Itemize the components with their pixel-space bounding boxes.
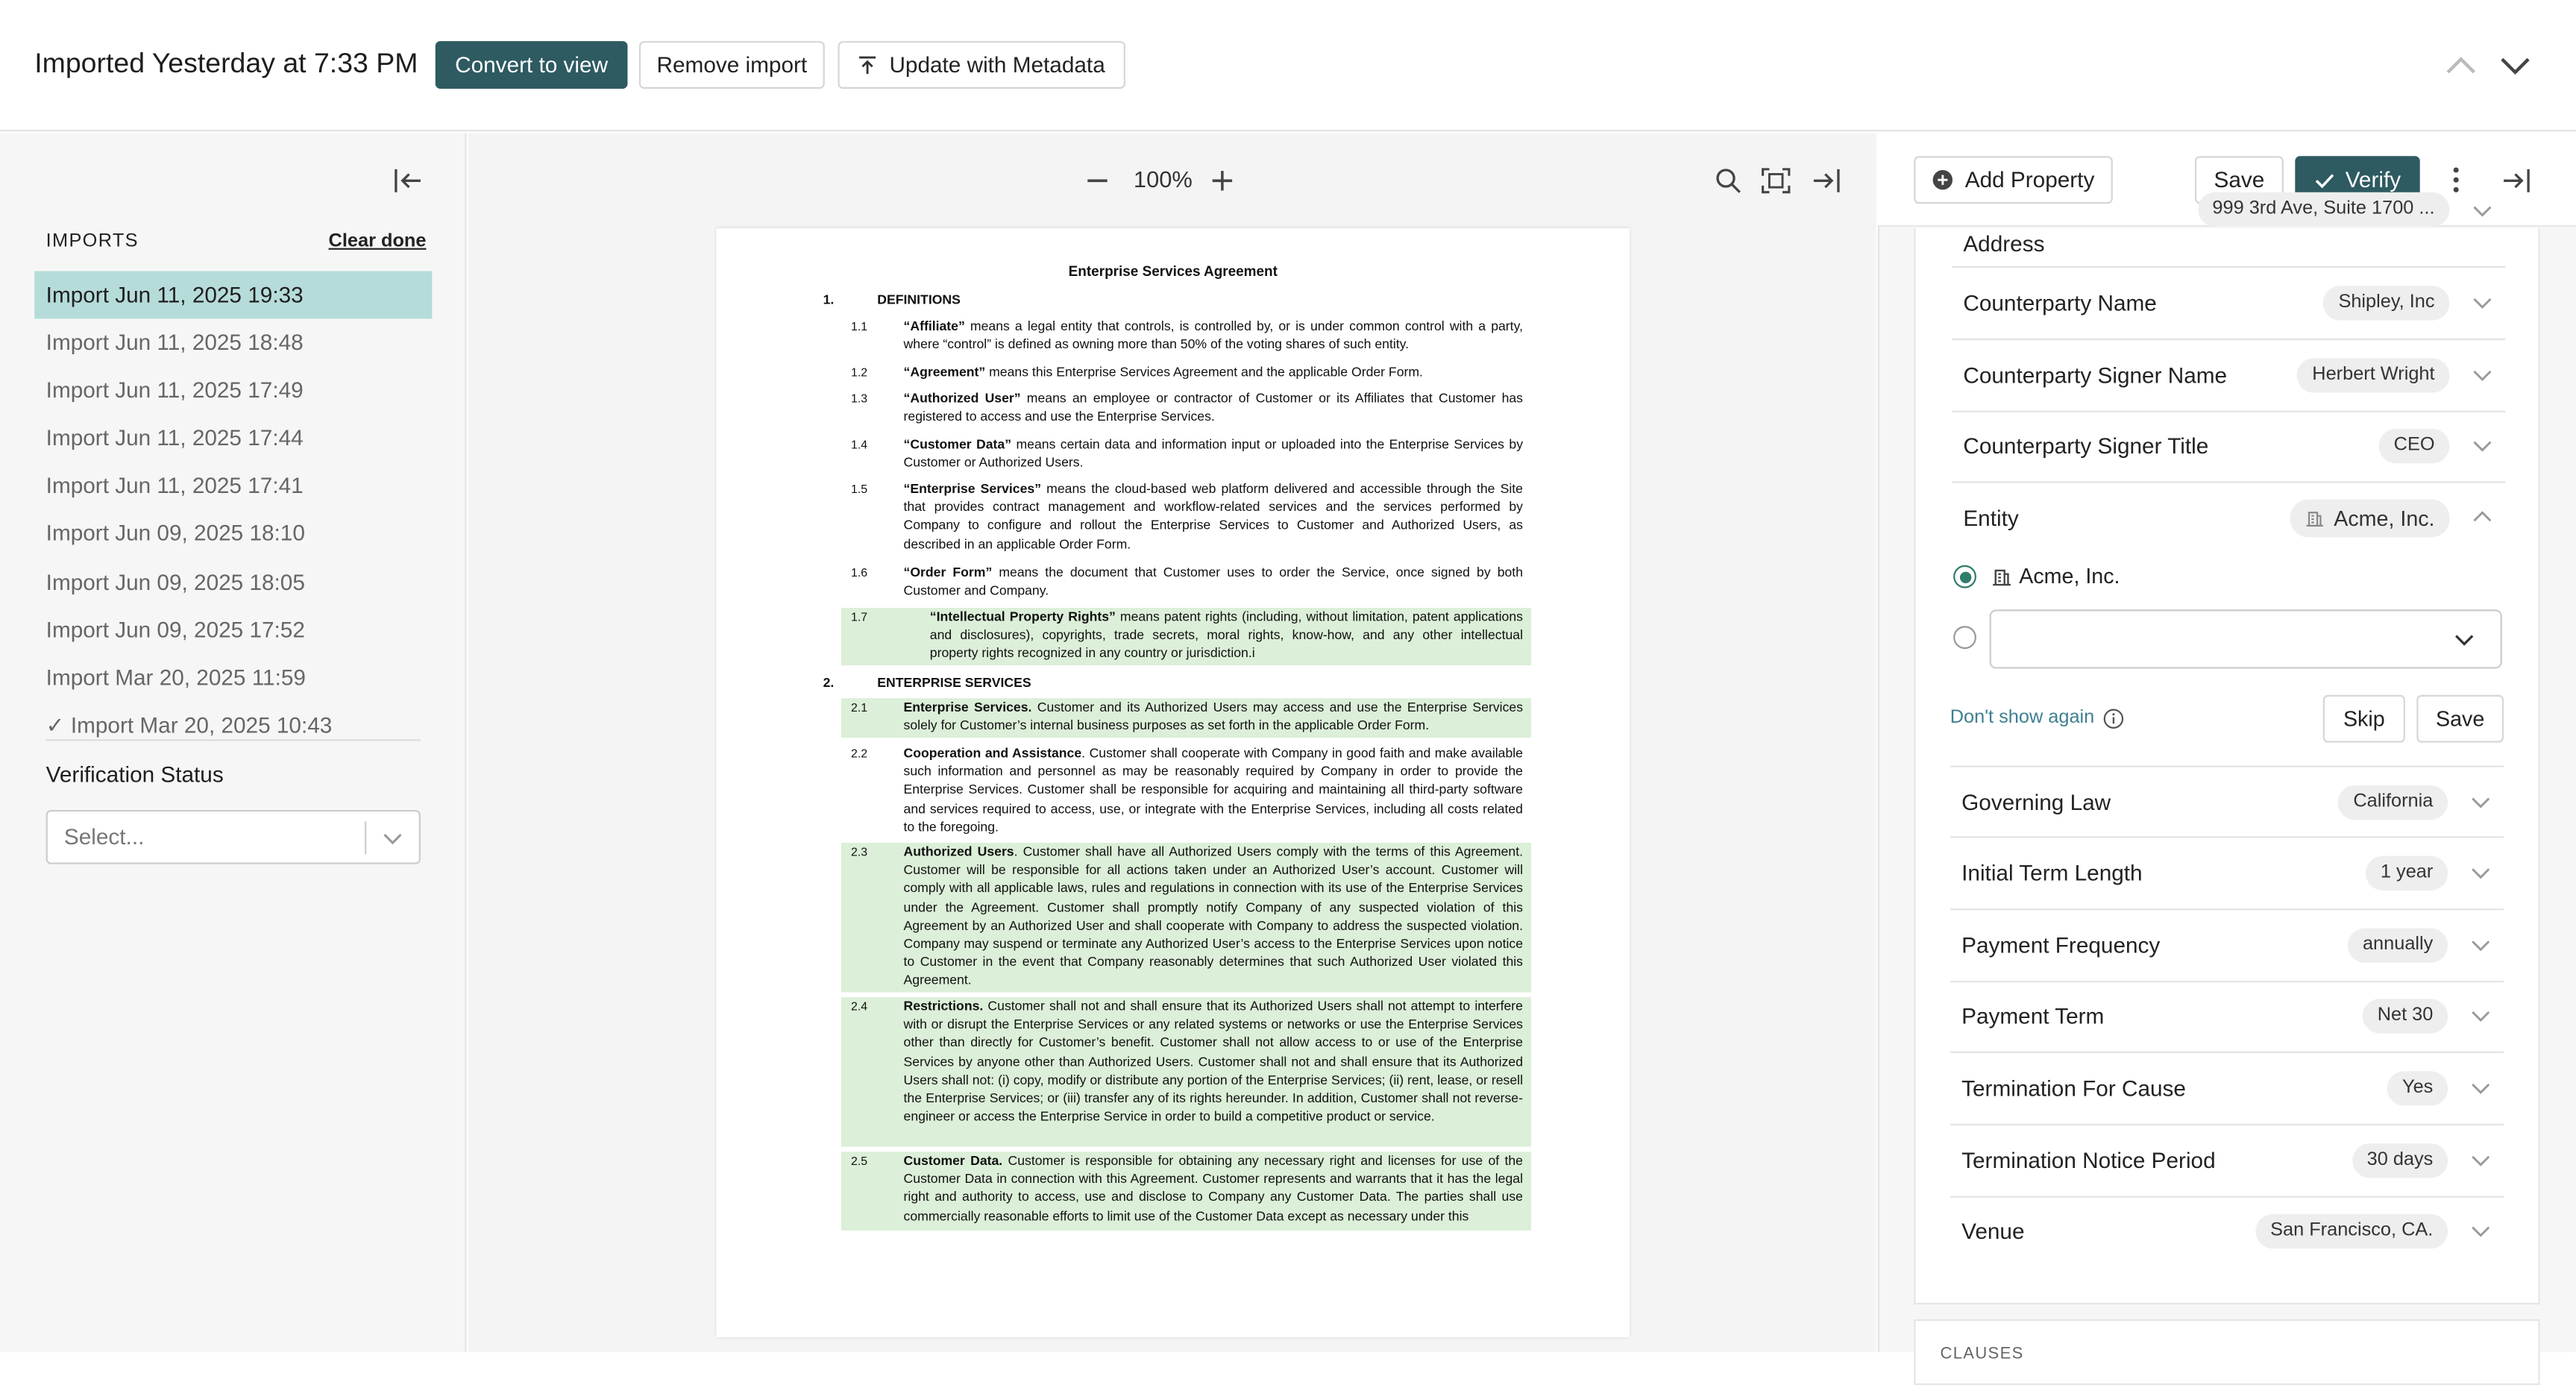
clause-text bbox=[904, 436, 1523, 472]
property-label: Counterparty Signer Title bbox=[1963, 433, 2209, 459]
document-title: Enterprise Services Agreement bbox=[1068, 263, 1278, 280]
clause-highlighted bbox=[841, 608, 1531, 665]
clause bbox=[841, 363, 1531, 383]
entity-option-label: Acme, Inc. bbox=[2019, 563, 2120, 588]
clause bbox=[841, 744, 1531, 838]
clause-text bbox=[904, 363, 1523, 382]
property-label: Address bbox=[1963, 231, 2045, 257]
chevron-down-icon[interactable] bbox=[2472, 436, 2492, 455]
clause-body: means this Enterprise Services Agreement and the applicable Order Form. bbox=[985, 365, 1423, 380]
property-row[interactable] bbox=[1952, 411, 2505, 483]
clause-text bbox=[904, 997, 1523, 1126]
clear-done-link[interactable]: Clear done bbox=[328, 231, 427, 252]
check-icon bbox=[2314, 172, 2334, 188]
chevron-down-icon[interactable] bbox=[2471, 1221, 2490, 1240]
imports-heading: IMPORTS bbox=[45, 231, 139, 252]
clause-text bbox=[904, 317, 1523, 354]
import-item[interactable]: ✓ Import Mar 20, 2025 10:43 bbox=[45, 712, 333, 738]
entity-save-button[interactable]: Save bbox=[2416, 695, 2504, 743]
clause-term: “Intellectual Property Rights” bbox=[929, 609, 1116, 625]
chevron-down-icon[interactable] bbox=[2472, 201, 2492, 220]
update-metadata-button[interactable] bbox=[838, 41, 1125, 89]
property-label: Termination For Cause bbox=[1961, 1075, 2186, 1101]
clause-text bbox=[904, 389, 1523, 426]
chevron-down-icon[interactable] bbox=[2498, 49, 2531, 82]
zoom-in-icon[interactable] bbox=[1209, 168, 1235, 194]
verification-status-placeholder: Select... bbox=[63, 824, 145, 849]
document-page bbox=[716, 228, 1630, 1337]
import-item[interactable]: Import Jun 11, 2025 17:41 bbox=[45, 474, 304, 499]
property-value: San Francisco, CA. bbox=[2255, 1214, 2448, 1249]
property-row-address[interactable] bbox=[1952, 195, 2505, 267]
clause-text bbox=[904, 480, 1523, 553]
clause-term: Authorized Users bbox=[903, 844, 1014, 860]
clause bbox=[841, 317, 1531, 355]
section-title: DEFINITIONS bbox=[877, 292, 961, 307]
section-title: ENTERPRISE SERVICES bbox=[877, 675, 1031, 691]
clause-term: “Order Form” bbox=[903, 565, 993, 580]
collapse-panel-icon[interactable] bbox=[1810, 168, 1840, 194]
property-label: Termination Notice Period bbox=[1961, 1148, 2216, 1173]
property-row[interactable] bbox=[1950, 766, 2504, 838]
clause-term: “Customer Data” bbox=[903, 436, 1012, 452]
property-value: Shipley, Inc bbox=[2324, 286, 2450, 320]
property-row[interactable] bbox=[1950, 1196, 2504, 1268]
property-value: annually bbox=[2348, 929, 2448, 963]
property-value bbox=[2290, 500, 2450, 538]
property-label: Counterparty Name bbox=[1963, 290, 2157, 315]
chevron-down-icon[interactable] bbox=[2471, 1078, 2490, 1097]
property-label: Counterparty Signer Name bbox=[1963, 362, 2228, 388]
clause-number: 1.4 bbox=[851, 436, 868, 452]
import-item[interactable]: Import Jun 11, 2025 17:44 bbox=[45, 426, 304, 451]
clause-body: . Customer shall have all Authorized Users comply with the terms of this Agreement. Customer will be responsible for all actions taken under an Authorized User’s account. Customer will comply with all applicable laws, rules and regulations in connection with its use of the Enterprise Services under the Agreement. Customer shall promptly notify Company of any suspected violation of this Agreement by an Authorized User and shall cooperate with Company to address the suspected violation. Company may suspend or terminate any Authorized User’s access to the Enterprise Services upon notice to Customer in the event that Company reasonably determines that such Authorized User violated this Agreement. bbox=[903, 844, 1524, 988]
dont-show-again-link[interactable] bbox=[1950, 708, 2095, 727]
clause-number: 1.5 bbox=[851, 481, 868, 497]
clauses-panel bbox=[1914, 1319, 2539, 1385]
chevron-down-icon[interactable] bbox=[2472, 292, 2492, 312]
property-row[interactable] bbox=[1950, 981, 2504, 1052]
clause-term: Customer Data. bbox=[903, 1153, 1003, 1169]
clause-body: means the document that Customer uses to order the Service, once signed by both Customer and Company. bbox=[903, 565, 1523, 599]
property-row[interactable] bbox=[1952, 340, 2505, 412]
dont-show-again-label: Don't show again bbox=[1950, 708, 2095, 728]
clause-number: 2.4 bbox=[851, 999, 868, 1014]
chevron-down-icon[interactable] bbox=[2471, 1150, 2490, 1169]
property-value: Net 30 bbox=[2363, 999, 2448, 1033]
clause-highlighted bbox=[841, 1152, 1531, 1231]
property-label: Payment Term bbox=[1961, 1003, 2105, 1028]
clause-highlighted bbox=[841, 698, 1531, 738]
section-number: 2. bbox=[823, 675, 835, 691]
clause bbox=[841, 564, 1531, 602]
property-value: Herbert Wright bbox=[2297, 358, 2449, 392]
sidebar-divider bbox=[46, 739, 421, 741]
clause-highlighted bbox=[841, 997, 1531, 1146]
clause-body: Customer shall not and shall ensure that its Authorized Users shall not attempt to interfere with or disrupt the Enterprise Services or any related systems or networks or use the Enterprise Services other than directly for Customer’s benefit. Customer shall not allow access to or use of the Enterprise Services by anyone other than Authorized Users. Customer shall not and shall ensure that its Authorized Users shall not: (i) copy, modify or distribute any portion of the Enterprise Services; (ii) rent, lease, or resell the Enterprise Services; or (iii) transfer any of its rights hereunder. In addition, Customer shall not reverse-engineer or access the Enterprise Service in order to build a competitive product or service. bbox=[903, 999, 1523, 1125]
clause-number: 1.1 bbox=[851, 318, 868, 334]
top-bar bbox=[0, 0, 2576, 131]
info-icon[interactable] bbox=[2103, 708, 2125, 729]
import-item[interactable]: Import Jun 09, 2025 18:05 bbox=[45, 569, 305, 594]
entity-select-input[interactable] bbox=[1990, 609, 2502, 668]
property-value: 999 3rd Ave, Suite 1700 ... bbox=[2198, 192, 2450, 227]
clause-number: 2.1 bbox=[851, 700, 868, 715]
clause-term: Enterprise Services. bbox=[903, 700, 1032, 715]
import-item[interactable]: Import Jun 09, 2025 18:10 bbox=[45, 521, 305, 547]
chevron-down-icon[interactable] bbox=[2471, 792, 2490, 811]
clause-body: . Customer shall cooperate with Company in good faith and make available such information and personnel as may be reasonably required by Company in order to provide the Enterprise Services. Customer shall be responsible for acquiring and maintaining all third-party software and services required to access, use, or integrate with the Enterprise Services, including all costs related to the foregoing. bbox=[903, 746, 1523, 835]
clause-text bbox=[904, 744, 1523, 836]
clause-text bbox=[930, 608, 1523, 663]
clause bbox=[841, 480, 1531, 553]
import-item[interactable]: Import Jun 11, 2025 17:49 bbox=[45, 378, 304, 403]
chevron-down-icon[interactable] bbox=[2471, 862, 2490, 882]
skip-button[interactable]: Skip bbox=[2323, 695, 2405, 743]
building-icon bbox=[2305, 508, 2324, 527]
entity-value: Acme, Inc. bbox=[2334, 506, 2435, 531]
clause-body: Customer is responsible for obtaining any necessary right and licenses for use of the Customer Data in connection with this Agreement. Customer represents and warrants that it has the legal right and authority to access, use and disclose to Company any Customer Data. The parties shall use commercially reasonable efforts to limit use of the Customer Data except as necessary under this bbox=[903, 1153, 1523, 1224]
property-row[interactable] bbox=[1950, 838, 2504, 909]
plus-circle-icon bbox=[1932, 169, 1954, 191]
import-item[interactable]: Import Jun 11, 2025 19:33 bbox=[34, 271, 432, 318]
property-value: Yes bbox=[2387, 1071, 2448, 1105]
chevron-down-icon bbox=[2454, 631, 2474, 647]
chevron-down-icon bbox=[383, 829, 402, 846]
add-property-label: Add Property bbox=[1964, 167, 2095, 192]
clause-text bbox=[904, 1152, 1523, 1225]
property-value: 1 year bbox=[2366, 856, 2448, 891]
section-number: 1. bbox=[823, 292, 835, 307]
clause bbox=[841, 436, 1531, 474]
clause-text bbox=[904, 843, 1523, 990]
clause-text bbox=[904, 564, 1523, 600]
property-row[interactable] bbox=[1952, 268, 2505, 339]
clause-term: “Authorized User” bbox=[903, 391, 1021, 406]
property-row[interactable] bbox=[1950, 1053, 2504, 1125]
clause bbox=[841, 389, 1531, 427]
upload-icon bbox=[858, 55, 878, 75]
clause-term: Cooperation and Assistance bbox=[903, 746, 1082, 761]
property-value: CEO bbox=[2379, 429, 2450, 463]
entity-radio-selected[interactable] bbox=[1953, 565, 1976, 588]
property-row[interactable] bbox=[1950, 1125, 2504, 1197]
import-item[interactable]: Import Mar 20, 2025 11:59 bbox=[45, 665, 306, 690]
chevron-up-icon[interactable] bbox=[2472, 508, 2492, 527]
property-value: California bbox=[2339, 785, 2448, 820]
property-label: Venue bbox=[1961, 1219, 2025, 1244]
chevron-down-icon[interactable] bbox=[2471, 1005, 2490, 1025]
search-icon[interactable] bbox=[1715, 168, 1741, 194]
fit-page-icon[interactable] bbox=[1761, 168, 1791, 194]
update-metadata-label: Update with Metadata bbox=[889, 52, 1105, 78]
collapse-sidebar-icon[interactable] bbox=[395, 168, 424, 194]
clause-body: means certain data and information input or uploaded into the Enterprise Services by Customer or Authorized Users. bbox=[903, 436, 1524, 471]
import-item[interactable]: Import Jun 09, 2025 17:52 bbox=[45, 617, 305, 642]
clause-term: “Affiliate” bbox=[903, 318, 965, 334]
verification-status-select[interactable] bbox=[46, 810, 421, 864]
clause-body: means a legal entity that controls, is controlled by, or is under common control with a party, where “control” is defined as owning more than 50% of the voting shares of such entity. bbox=[903, 318, 1523, 352]
clause-body: Customer and its Authorized Users may access and use the Enterprise Services solely for Customer’s internal business purposes as set forth in the applicable Order Form. bbox=[903, 700, 1524, 733]
more-options-icon[interactable] bbox=[2449, 166, 2463, 193]
property-value: 30 days bbox=[2352, 1143, 2448, 1178]
entity-radio-other[interactable] bbox=[1953, 626, 1976, 649]
property-label: Payment Frequency bbox=[1961, 933, 2161, 958]
clause-number: 1.7 bbox=[851, 609, 868, 625]
property-row[interactable] bbox=[1950, 910, 2504, 982]
chevron-down-icon[interactable] bbox=[2471, 935, 2490, 954]
clause-number: 1.6 bbox=[851, 565, 868, 580]
remove-import-button[interactable]: Remove import bbox=[639, 41, 825, 89]
zoom-level: 100% bbox=[1133, 166, 1193, 192]
clause-term: Restrictions. bbox=[903, 999, 984, 1014]
clause-highlighted bbox=[841, 843, 1531, 992]
clause-number: 2.3 bbox=[851, 844, 868, 860]
clause-term: “Enterprise Services” bbox=[903, 481, 1042, 497]
imports-list bbox=[34, 271, 432, 738]
import-title: Imported Yesterday at 7:33 PM bbox=[34, 47, 418, 79]
collapse-panel-icon[interactable] bbox=[2501, 168, 2531, 194]
clause-body: means an employee or contractor of Customer or its Affiliates that Customer has registered to access and use the Enterprise Services. bbox=[903, 391, 1523, 424]
clause-number: 1.3 bbox=[851, 391, 868, 406]
import-item[interactable]: Import Jun 11, 2025 18:48 bbox=[45, 330, 304, 356]
clause-term: “Agreement” bbox=[903, 365, 986, 380]
building-icon bbox=[1991, 565, 2013, 587]
save-button[interactable]: Save bbox=[2195, 156, 2284, 204]
verify-label: Verify bbox=[2345, 167, 2401, 192]
clause-number: 2.5 bbox=[851, 1153, 868, 1169]
clause-number: 1.2 bbox=[851, 365, 868, 380]
verification-status-label: Verification Status bbox=[45, 762, 224, 788]
convert-to-view-button[interactable]: Convert to view bbox=[436, 41, 628, 89]
select-separator bbox=[365, 821, 366, 854]
clause-number: 2.2 bbox=[851, 746, 868, 761]
zoom-out-icon[interactable] bbox=[1084, 168, 1110, 194]
property-label: Initial Term Length bbox=[1961, 861, 2143, 886]
chevron-up-icon[interactable] bbox=[2445, 49, 2478, 82]
property-label: Entity bbox=[1963, 506, 2019, 531]
clauses-heading: CLAUSES bbox=[1940, 1345, 2024, 1364]
chevron-down-icon[interactable] bbox=[2472, 365, 2492, 384]
clause-body: means the cloud-based web platform delivered and accessible through the Site that provides contract management and workflow-related services and the services performed by Company to configure and rollout the Enterprise Services to Customer and Authorized Users, as described in an applicable Order Form. bbox=[903, 481, 1523, 552]
clause-text bbox=[904, 698, 1523, 735]
clause-body: means patent rights (including, without limitation, patent applications and disclosures), copyrights, trade secrets, moral rights, know-how, and any other intellectual property rights recognized in any country or jurisdiction.i bbox=[929, 609, 1523, 662]
property-label: Governing Law bbox=[1961, 790, 2111, 815]
